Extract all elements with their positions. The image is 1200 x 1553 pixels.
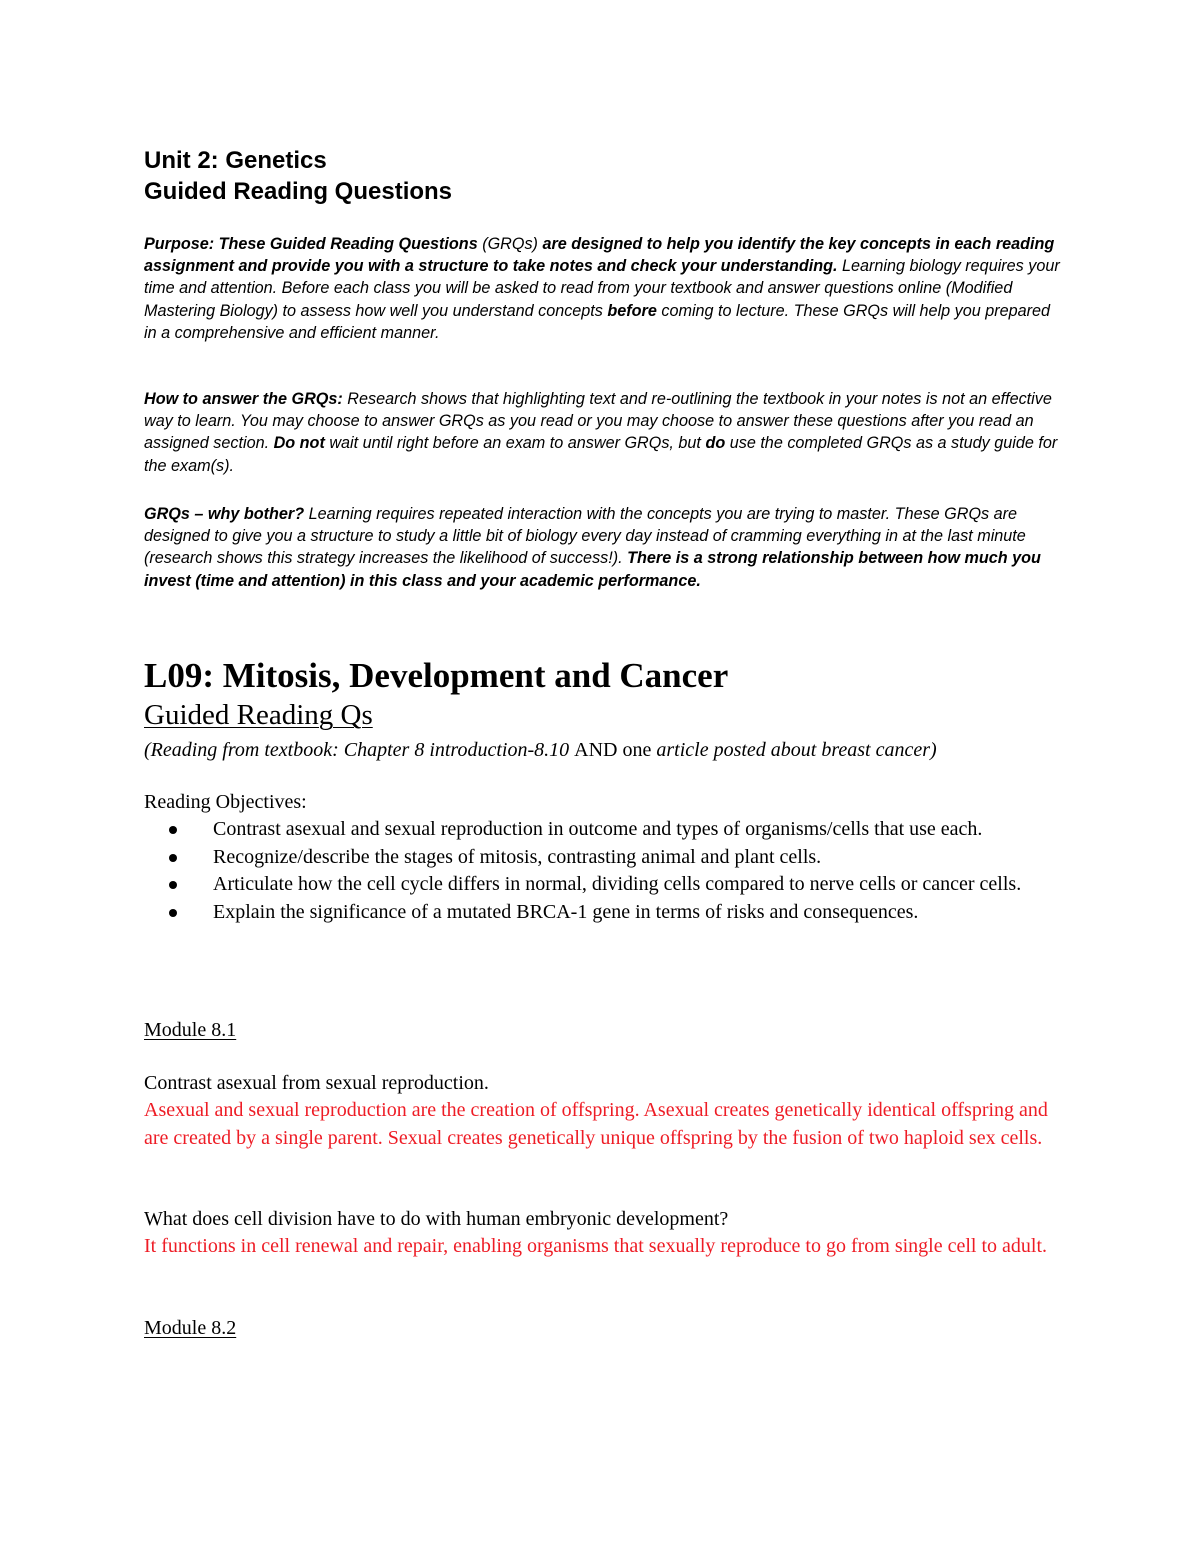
bullet-icon xyxy=(169,826,177,834)
how-to-text-3: use the completed GRQs as a study guide for the exam(s). xyxy=(144,434,1058,475)
guided-reading-heading: Guided Reading Qs xyxy=(144,699,373,731)
objective-text: Articulate how the cell cycle differs in normal, dividing cells compared to nerve cells or cancer cells. xyxy=(213,873,1022,895)
purpose-text-1: (GRQs) xyxy=(477,235,543,253)
purpose-text-3: coming to lecture. These GRQs will help you prepared in a comprehensive and efficient manner. xyxy=(144,301,1051,342)
document-subtitle: Guided Reading Questions xyxy=(144,178,453,205)
reading-note-part-1: (Reading from textbook: Chapter 8 introduction-8.10 xyxy=(144,739,575,761)
bullet-icon xyxy=(169,854,177,862)
objective-item xyxy=(144,899,1064,927)
document-header xyxy=(144,145,452,207)
objective-item xyxy=(144,871,1064,899)
objective-text: Recognize/describe the stages of mitosis, contrasting animal and plant cells. xyxy=(213,845,822,868)
why-bother-text-1: Learning requires repeated interaction with the concepts you are trying to master. These GRQs are designed to give you a structure to study a little bit of biology every day instead of cramming everything in at the last minute (research shows this strategy increases the likelihood of success!). xyxy=(144,505,1026,568)
objectives-label: Reading Objectives: xyxy=(144,791,307,813)
reading-assignment-note xyxy=(144,737,1024,764)
question-text: What does cell division have to do with human embryonic development? xyxy=(144,1208,729,1230)
answer-text: It functions in cell renewal and repair, enabling organisms that sexually reproduce to go from single cell to adult. xyxy=(144,1235,1048,1257)
how-to-text-2: wait until right before an exam to answer GRQs, but xyxy=(324,434,706,453)
why-bother-lead: GRQs – why bother? xyxy=(144,505,305,523)
unit-title: Unit 2: Genetics xyxy=(144,147,327,174)
how-to-text-1: Research shows that highlighting text and re-outlining the textbook in your notes is not an effective way to learn. You may choose to answer GRQs as you read or you may choose to answer these questions after you read an assigned section. xyxy=(144,390,1052,453)
purpose-bold-2: before xyxy=(607,301,657,320)
objective-text: Explain the significance of a mutated BRCA-1 gene in terms of risks and consequences. xyxy=(213,900,919,923)
how-to-paragraph xyxy=(144,388,1064,477)
bullet-icon xyxy=(169,909,177,917)
objective-text: Contrast asexual and sexual reproduction in outcome and types of organisms/cells that use each. xyxy=(213,818,983,840)
purpose-paragraph xyxy=(144,233,1064,344)
reading-note-part-2: AND xyxy=(574,739,618,761)
why-bother-bold-1: There is a strong relationship between how much you invest (time and attention) in this class and your academic performance. xyxy=(144,549,1041,590)
reading-note-part-4: article posted about breast cancer) xyxy=(656,739,937,761)
purpose-text-2: Learning biology requires your time and attention. Before each class you will be asked to read from your textbook and answer questions online (Modified Mastering Biology) to assess how well you understand concepts xyxy=(144,257,1060,320)
purpose-lead: Purpose: These Guided Reading Questions xyxy=(144,235,478,253)
purpose-bold-1: are designed to help you identify the key concepts in each reading assignment and provide you with a structure to take notes and check your understanding. xyxy=(144,235,1055,276)
objective-item xyxy=(144,816,1064,844)
how-to-bold-2: do xyxy=(705,434,726,453)
module-heading: Module 8.1 xyxy=(144,1019,237,1041)
objective-item xyxy=(144,844,1064,872)
module-heading: Module 8.2 xyxy=(144,1317,237,1339)
how-to-bold-1: Do not xyxy=(273,434,325,453)
reading-note-part-3: one xyxy=(617,739,657,761)
how-to-lead: How to answer the GRQs: xyxy=(144,390,343,408)
lecture-title: L09: Mitosis, Development and Cancer xyxy=(144,656,729,695)
bullet-icon xyxy=(169,881,177,889)
why-bother-paragraph xyxy=(144,503,1064,592)
objectives-list xyxy=(144,816,1064,926)
answer-text: Asexual and sexual reproduction are the creation of offspring. Asexual creates genetically identical offspring and are created by a single parent. Sexual creates genetically unique offspring by the fusion of two haploid sex cells. xyxy=(144,1099,1048,1149)
question-text: Contrast asexual from sexual reproduction. xyxy=(144,1072,489,1094)
